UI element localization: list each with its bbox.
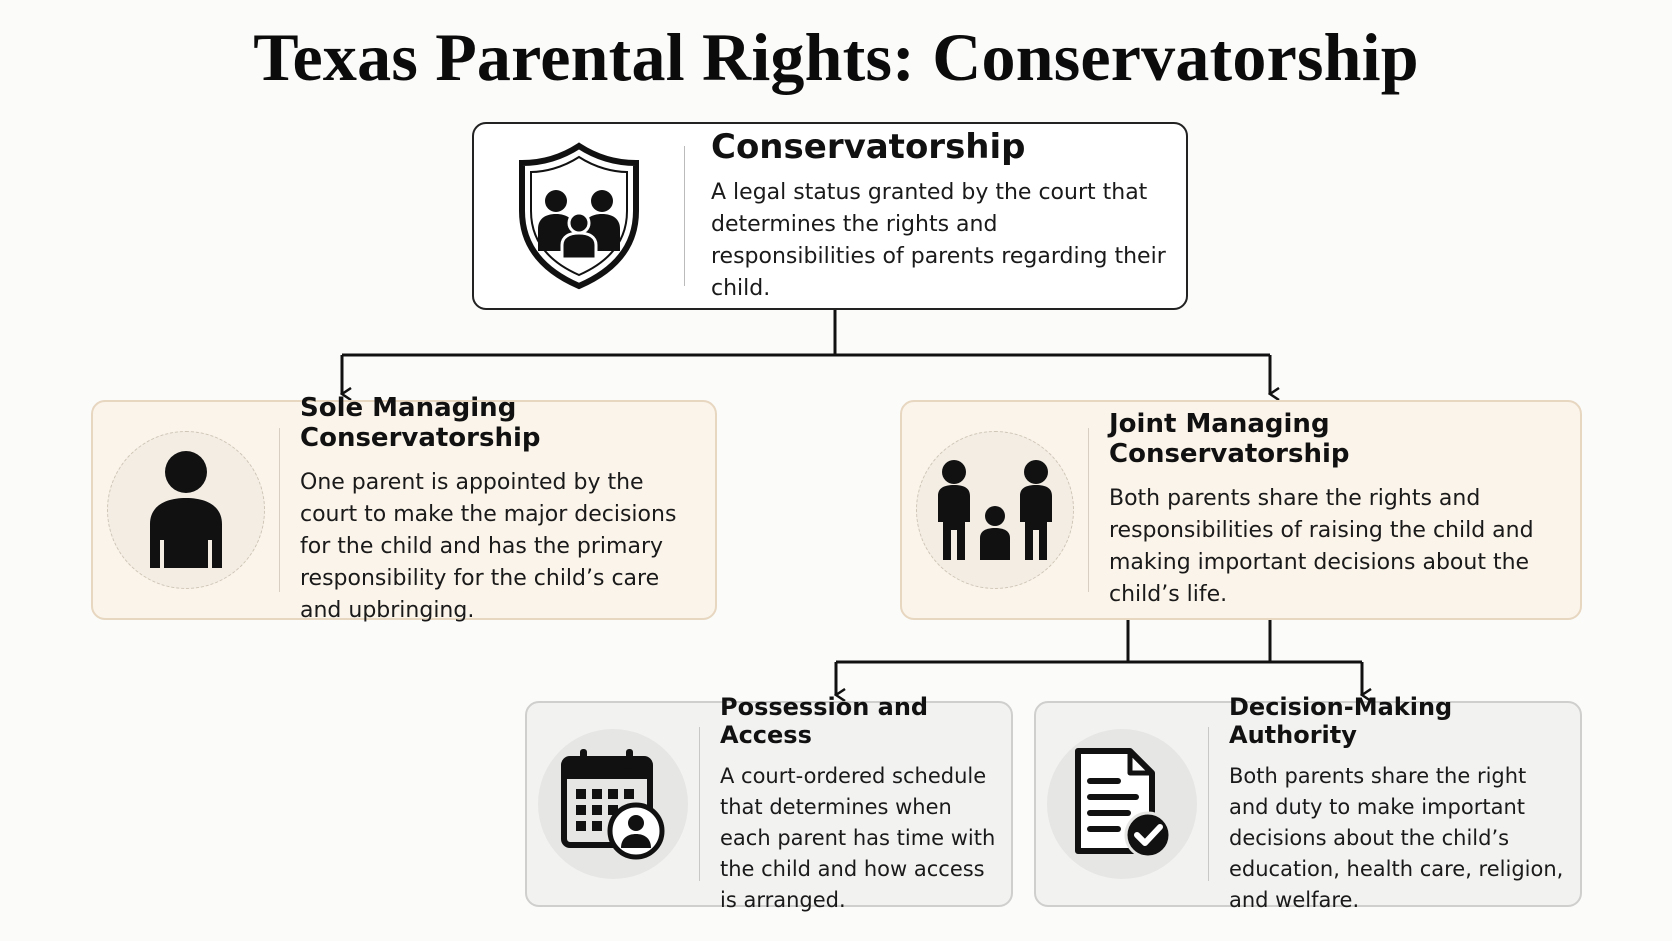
family-shield-icon: [514, 141, 644, 291]
decision-making-node: [1034, 692, 1582, 912]
calendar-person-icon: [558, 747, 668, 861]
page-title: Texas Parental Rights: Conservatorship: [253, 19, 1419, 95]
possession-access-node: [525, 692, 1013, 912]
conservatorship-description: A legal status granted by the court that determines the rights and responsibilities of parents regarding their child.: [711, 180, 1166, 301]
conservatorship-heading: Conservatorship: [711, 127, 1026, 167]
edge-joint-to-children: [836, 620, 1362, 695]
joint-managing-node: [900, 400, 1582, 620]
possession-access-heading: Possession and Access: [720, 692, 929, 749]
decision-making-heading: Decision-Making Authority: [1229, 692, 1453, 749]
sole-managing-heading: Sole Managing Conservatorship: [300, 393, 541, 453]
decision-making-description: Both parents share the right and duty to make important decisions about the child’s education, health care, religion, and welfare.: [1229, 763, 1564, 912]
family-icon: [932, 458, 1058, 562]
document-check-icon: [1070, 747, 1174, 861]
edge-top-to-children: [342, 310, 1270, 394]
joint-managing-description: Both parents share the rights and responsibilities of raising the child and making important decisions about the child’s life.: [1109, 486, 1534, 607]
sole-managing-node: [91, 393, 717, 623]
sole-managing-description: One parent is appointed by the court to make the major decisions for the child and has the primary responsibility for the child’s care and upbringing.: [300, 470, 677, 623]
possession-access-description: A court-ordered schedule that determines when each parent has time with the child and how access is arranged.: [720, 763, 996, 912]
single-parent-icon: [146, 450, 226, 570]
joint-managing-heading: Joint Managing Conservatorship: [1109, 409, 1350, 469]
conservatorship-node: [472, 122, 1188, 310]
